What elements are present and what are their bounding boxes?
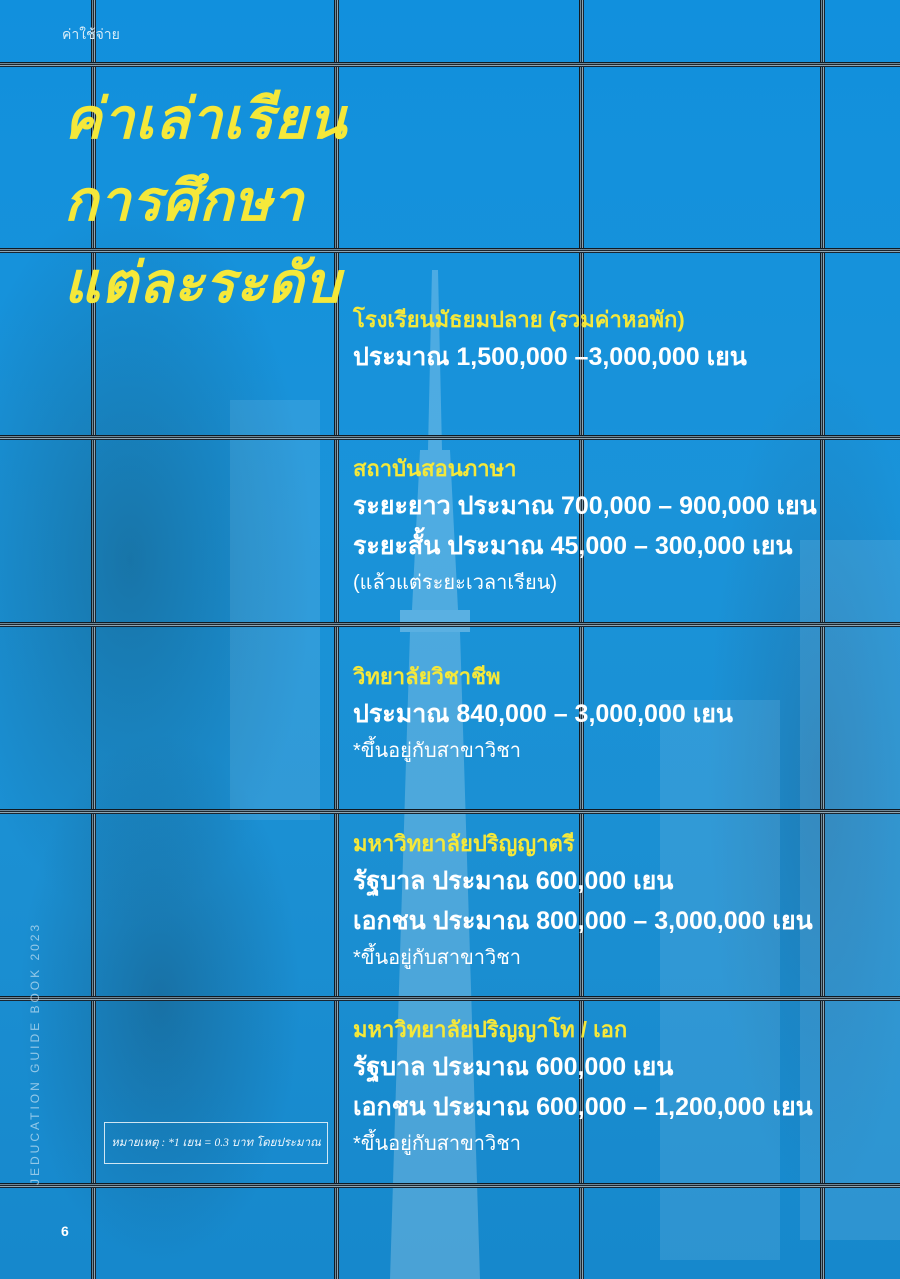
exchange-rate-footnote: หมายเหตุ : *1 เยน = 0.3 บาท โดยประมาณ	[104, 1122, 328, 1164]
grid-line	[0, 62, 900, 67]
title-line: แต่ละระดับ	[64, 251, 341, 314]
block-note: *ขึ้นอยู่กับสาขาวิชา	[353, 1133, 522, 1155]
page-title	[64, 78, 404, 324]
grid-line	[0, 1183, 900, 1188]
tuition-block-high-school	[353, 303, 873, 377]
grid-line	[0, 996, 900, 1001]
block-line: รัฐบาล ประมาณ 600,000 เยน	[353, 1053, 674, 1081]
block-note: *ขึ้นอยู่กับสาขาวิชา	[353, 947, 522, 969]
block-line: ระยะยาว ประมาณ 700,000 – 900,000 เยน	[353, 492, 817, 520]
block-heading: โรงเรียนมัธยมปลาย (รวมค่าหอพัก)	[353, 307, 685, 332]
title-line: ค่าเล่าเรียน	[64, 87, 348, 150]
block-line: รัฐบาล ประมาณ 600,000 เยน	[353, 867, 674, 895]
block-heading: วิทยาลัยวิชาชีพ	[353, 664, 501, 689]
grid-line	[0, 435, 900, 440]
grid-line	[0, 622, 900, 627]
block-heading: สถาบันสอนภาษา	[353, 456, 517, 481]
block-line: ประมาณ 840,000 – 3,000,000 เยน	[353, 700, 733, 728]
block-line: ประมาณ 1,500,000 –3,000,000 เยน	[353, 343, 747, 371]
block-note: (แล้วแต่ระยะเวลาเรียน)	[353, 572, 558, 594]
building-shape	[230, 400, 320, 820]
block-line: ระยะสั้น ประมาณ 45,000 – 300,000 เยน	[353, 532, 793, 560]
section-label: ค่าใช้จ่าย	[62, 26, 120, 42]
tuition-block-language-school	[353, 452, 873, 600]
title-line: การศึกษา	[64, 169, 305, 232]
tuition-block-bachelor	[353, 827, 873, 975]
block-note: *ขึ้นอยู่กับสาขาวิชา	[353, 740, 522, 762]
grid-line	[0, 809, 900, 814]
block-line: เอกชน ประมาณ 600,000 – 1,200,000 เยน	[353, 1093, 813, 1121]
block-heading: มหาวิทยาลัยปริญญาตรี	[353, 831, 575, 856]
side-publication-text: JEDUCATION GUIDE BOOK 2023	[28, 921, 42, 1185]
page-number: 6	[61, 1223, 69, 1239]
building-shape	[660, 700, 780, 1260]
tuition-block-vocational	[353, 660, 873, 768]
tuition-block-graduate	[353, 1013, 873, 1161]
block-heading: มหาวิทยาลัยปริญญาโท / เอก	[353, 1017, 628, 1042]
block-line: เอกชน ประมาณ 800,000 – 3,000,000 เยน	[353, 907, 813, 935]
